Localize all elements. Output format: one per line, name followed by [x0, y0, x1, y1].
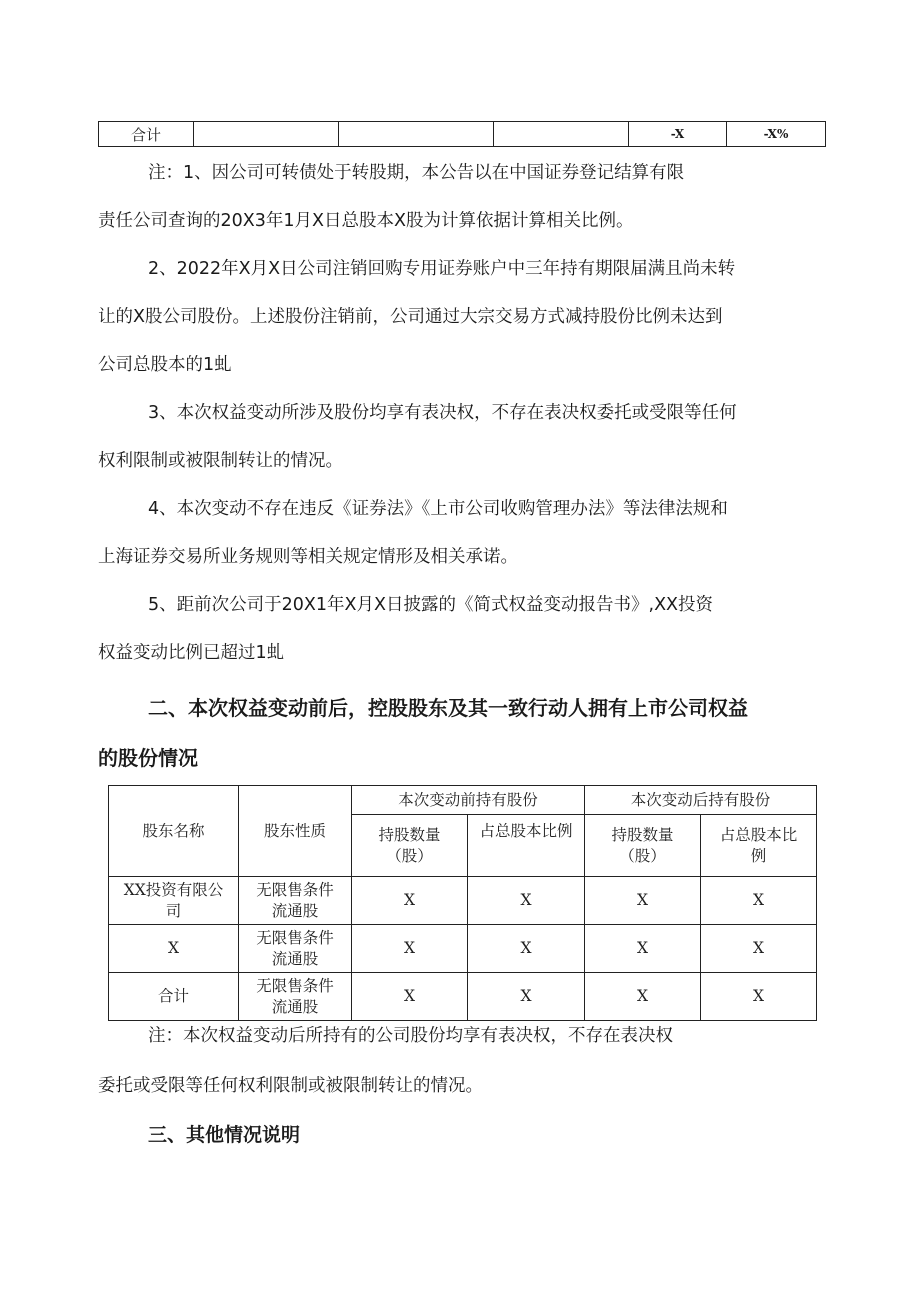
note-line: 注：1、因公司可转债处于转股期，本公告以在中国证券登记结算有限 [148, 163, 685, 183]
table-row [99, 122, 826, 147]
note-line: 权益变动比例已超过1虬 [98, 643, 285, 663]
note-line: 权利限制或被限制转让的情况。 [98, 451, 343, 471]
table-cell [339, 122, 494, 147]
note-line: 让的X股公司股份。上述股份注销前，公司通过大宗交易方式减持股份比例未达到 [98, 307, 723, 327]
section-heading: 二、本次权益变动前后，控股股东及其一致行动人拥有上市公司权益 [148, 696, 748, 720]
note-line: 3、本次权益变动所涉及股份均享有表决权，不存在表决权委托或受限等任何 [148, 403, 737, 423]
shareholder-nature-cell: 无限售条件 流通股 [239, 925, 352, 973]
holdings-table [108, 785, 817, 1021]
shares-after-cell: X [585, 973, 701, 1021]
table-note-line: 注：本次权益变动后所持有的公司股份均享有表决权，不存在表决权 [148, 1026, 673, 1046]
header-shareholder-nature: 股东性质 [239, 786, 352, 877]
note-line: 4、本次变动不存在违反《证券法》《上市公司收购管理办法》等法律法规和 [148, 499, 728, 519]
section-heading: 三、其他情况说明 [148, 1124, 301, 1146]
table-row [109, 925, 817, 973]
shareholder-name-cell: XX投资有限公 司 [109, 877, 239, 925]
shareholder-name-cell: X [109, 925, 239, 973]
shareholder-nature-cell: 无限售条件 流通股 [239, 877, 352, 925]
header-ratio-before: 占总股本比例 [468, 815, 585, 877]
table-cell [494, 122, 629, 147]
header-ratio-after: 占总股本比 例 [701, 815, 817, 877]
total-label-cell: 合计 [99, 122, 194, 147]
table-row [109, 973, 817, 1021]
shareholder-name-cell: 合计 [109, 973, 239, 1021]
table-cell: -X% [727, 122, 826, 147]
table-note-line: 委托或受限等任何权利限制或被限制转让的情况。 [98, 1076, 483, 1096]
note-line: 5、距前次公司于20X1年X月X日披露的《简式权益变动报告书》,XX投资 [148, 595, 714, 615]
header-shares-before: 持股数量 （股） [352, 815, 468, 877]
ratio-after-cell: X [701, 925, 817, 973]
section-heading-continued: 的股份情况 [98, 746, 198, 770]
ratio-after-cell: X [701, 877, 817, 925]
ratio-before-cell: X [468, 925, 585, 973]
shares-after-cell: X [585, 877, 701, 925]
header-shareholder-name: 股东名称 [109, 786, 239, 877]
ratio-before-cell: X [468, 877, 585, 925]
summary-table-fragment [98, 121, 826, 147]
ratio-before-cell: X [468, 973, 585, 1021]
table-cell [194, 122, 339, 147]
shares-before-cell: X [352, 973, 468, 1021]
shareholder-nature-cell: 无限售条件 流通股 [239, 973, 352, 1021]
header-before-change: 本次变动前持有股份 [352, 786, 585, 815]
header-shares-after: 持股数量 （股） [585, 815, 701, 877]
table-row [109, 877, 817, 925]
header-after-change: 本次变动后持有股份 [585, 786, 817, 815]
note-line: 上海证券交易所业务规则等相关规定情形及相关承诺。 [98, 547, 518, 567]
note-line: 公司总股本的1虬 [98, 355, 232, 375]
note-line: 责任公司查询的20X3年1月X日总股本X股为计算依据计算相关比例。 [98, 211, 634, 231]
table-cell: -X [629, 122, 727, 147]
note-line: 2、2022年X月X日公司注销回购专用证券账户中三年持有期限届满且尚未转 [148, 259, 736, 279]
shares-after-cell: X [585, 925, 701, 973]
table-header-row [109, 786, 817, 815]
shares-before-cell: X [352, 877, 468, 925]
shares-before-cell: X [352, 925, 468, 973]
ratio-after-cell: X [701, 973, 817, 1021]
